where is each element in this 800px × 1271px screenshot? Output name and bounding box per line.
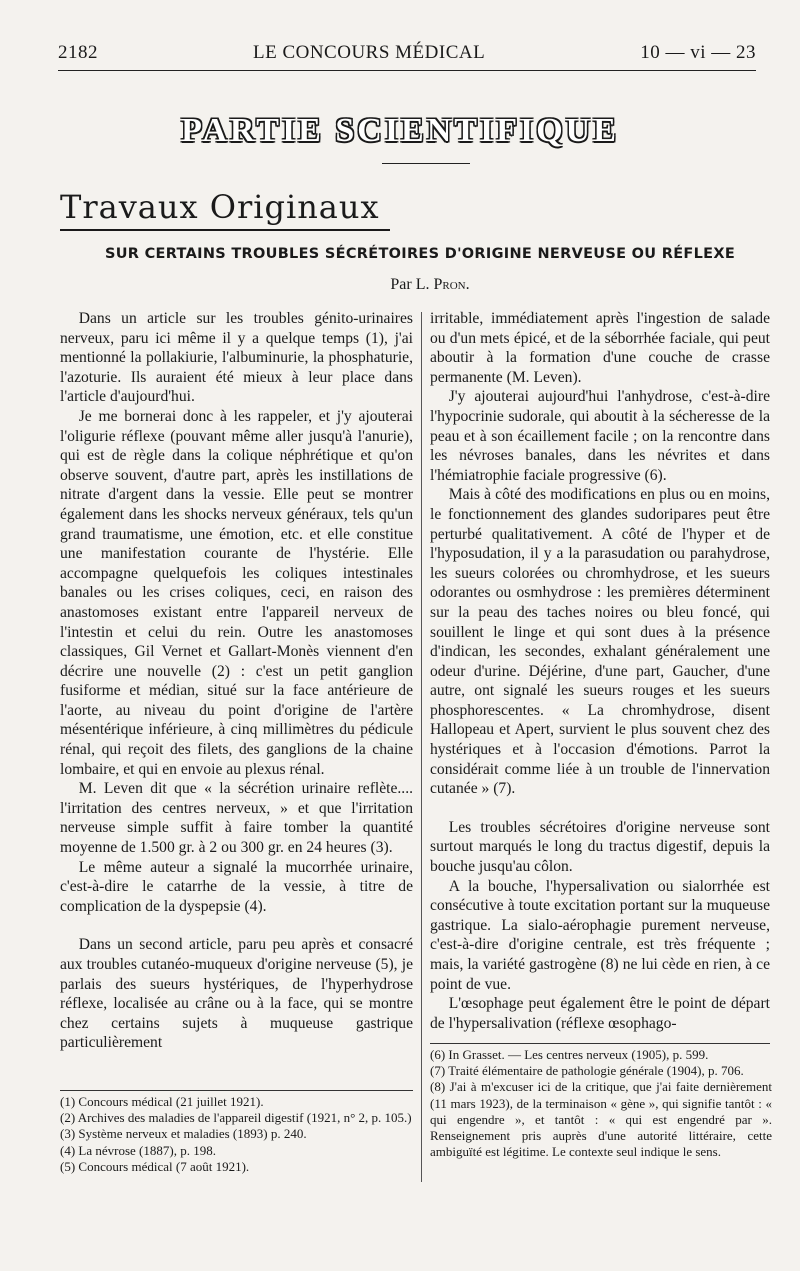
paragraph: Le même auteur a signalé la mucorrhée urinaire, c'est-à-dire le catarrhe de la vessie, à titre de complication de la dyspepsie (4). xyxy=(60,858,413,915)
byline-author: Pron. xyxy=(433,276,470,293)
footnote: (5) Concours médical (7 août 1921). xyxy=(60,1158,250,1174)
rubric-underline xyxy=(60,229,390,231)
footnote-divider-left xyxy=(60,1090,413,1091)
paragraph: irritable, immédiatement après l'ingestion de salade ou d'un mets épicé, et de la séborrhée faciale, qui peut aboutir à la formation d'une couche de crasse permanente (M. Leven). xyxy=(430,310,770,386)
footnote: (1) Concours médical (21 juillet 1921). xyxy=(60,1094,264,1109)
footnotes-left xyxy=(60,1094,413,1175)
paragraph: Je me bornerai donc à les rappeler, et j'y ajouterai l'oligurie réflexe (pouvant même aller jusqu'à l'anurie), qui est de règle dans la colique néphrétique et qu'on observe souvent, d'autre part, après les instillations de nitrate d'argent dans la vessie. Elle peut se montrer également dans les shocks nerveux généraux, tels qu'un grand traumatisme, une émotion, etc. et elle constitue une manifestation courante de l'hystérie. Elle accompagne quelquefois les coliques intestinales banales ou les crises coliques, ceci, en raison des anastomoses existant entre l'appareil nerveux de l'intestin et celui du rein. Outre les anastomoses classiques, Gil Vernet et Gallart-Monès viennent d'en décrire une nouvelle (2) : c'est un petit ganglion fusiforme et médian, situé sur la face antérieure de l'aorte, au niveau du point d'origine de l'artère mésentérique inférieure, à cinq millimètres du pédicule rénal, qui reçoit des filets, des ganglions de la chaine lombaire, et qui en envoie au plexus rénal. xyxy=(60,407,413,778)
paragraph: Les troubles sécrétoires d'origine nerveuse sont surtout marqués le long du tractus digestif, depuis la bouche jusqu'au côlon. xyxy=(430,818,770,876)
running-header xyxy=(58,42,756,64)
column-divider xyxy=(421,312,422,1182)
paragraph: Mais à côté des modifications en plus ou en moins, le fonctionnement des glandes sudoripares peut être perturbé qualitativement. A côté de l'hyper et de l'hyposudation, il y a la parasudation ou parahydrose, les sueurs colorées ou chromhydrose, et les sueurs odorantes ou osmhydrose : les premières déterminent sur la peau des taches noires ou bleu foncé, qui souillent le linge et qui sont dues à la présence d'indican, les secondes, exhalant généralement une odeur d'urine. Déjérine, d'une part, Gaucher, d'une autre, ont signalé les sueurs rouges et les sueurs phosphorescentes. « La chromhydrose, disent Hallopeau et Apert, survient le plus souvent chez des hystériques et à l'occasion d'émotions. Parrot la considérait comme liée à un trouble de l'innervation cutanée » (7). xyxy=(430,486,770,798)
article-title: SUR CERTAINS TROUBLES SÉCRÉTOIRES D'ORIGINE NERVEUSE OU RÉFLEXE xyxy=(104,246,736,262)
footnote: (7) Traité élémentaire de pathologie générale (1904), p. 706. xyxy=(430,1063,744,1079)
journal-title: LE CONCOURS MÉDICAL xyxy=(252,42,486,63)
byline-prefix: Par L. xyxy=(390,276,430,293)
section-title: PARTIE SCIENTIFIQUE xyxy=(181,112,619,149)
issue-date: 10 — vi — 23 xyxy=(640,42,756,63)
paragraph: M. Leven dit que « la sécrétion urinaire reflète.... l'irritation des centres nerveux, » et que l'irritation nerveuse simple suffit à faire tomber la quantité moyenne de 1.500 gr. à 2 ou 300 gr. en 24 heures (3). xyxy=(60,780,413,857)
paragraph: L'œsophage peut également être le point de départ de l'hypersalivation (réflexe œsophago- xyxy=(430,995,770,1032)
footnote: (6) In Grasset. — Les centres nerveux (1905), p. 599. xyxy=(430,1047,709,1062)
rubric-heading: Travaux Originaux xyxy=(60,188,380,226)
footnotes-right xyxy=(430,1047,772,1160)
footnote: (2) Archives des maladies de l'appareil digestif (1921, n° 2, p. 105.) xyxy=(60,1110,412,1126)
footnote: (3) Système nerveux et maladies (1893) p. 240. xyxy=(60,1126,307,1142)
footnote: (8) J'ai à m'excuser ici de la critique, que j'ai faite dernièrement (11 mars 1923), de la terminaison « gène », qui signifie tantôt : « qui engendre », et tantôt : « qui est engendré par ». Renseignement pris auprès d'une autorité littéraire, cette ambiguïté est légitime. Le contexte seul indique le sens. xyxy=(430,1079,772,1160)
paragraph: J'y ajouterai aujourd'hui l'anhydrose, c'est-à-dire l'hypocrinie sudorale, qui aboutit à la sécheresse de la peau et à son écaillement facile ; on la rencontre dans les névroses banales, dans les névrites et dans l'hémiatrophie faciale progressive (6). xyxy=(430,388,770,484)
paragraph: Dans un second article, paru peu après et consacré aux troubles cutanéo-muqueux d'origine nerveuse (5), je parlais des sueurs hystériques, de l'hyperhydrose réflexe, localisée au crâne ou à la face, qui se montre chez certains sujets à muqueuse gastrique particulièrement xyxy=(60,936,413,1052)
page-number: 2182 xyxy=(58,42,98,63)
right-column xyxy=(430,309,770,1033)
byline xyxy=(0,276,800,294)
header-divider xyxy=(58,70,756,71)
footnote: (4) La névrose (1887), p. 198. xyxy=(60,1142,216,1158)
section-divider xyxy=(382,163,470,164)
paragraph: A la bouche, l'hypersalivation ou sialorrhée est consécutive à toute excitation portant sur la muqueuse gastrique. La sialo-aérophagie purement nerveuse, c'est-à-dire d'origine centrale, est très fréquente ; mais, la variété gastrogène (8) ne lui cède en rien, à ce point de vue. xyxy=(430,877,770,993)
left-column xyxy=(60,309,413,1053)
footnote-divider-right xyxy=(430,1043,770,1044)
paragraph: Dans un article sur les troubles génito-urinaires nerveux, paru ici même il y a quelque temps (1), j'ai mentionné la pollakiurie, l'albuminurie, la phosphaturie, l'azoturie. Ils auraient été mieux à leur place dans l'article d'aujourd'hui. xyxy=(60,310,413,406)
